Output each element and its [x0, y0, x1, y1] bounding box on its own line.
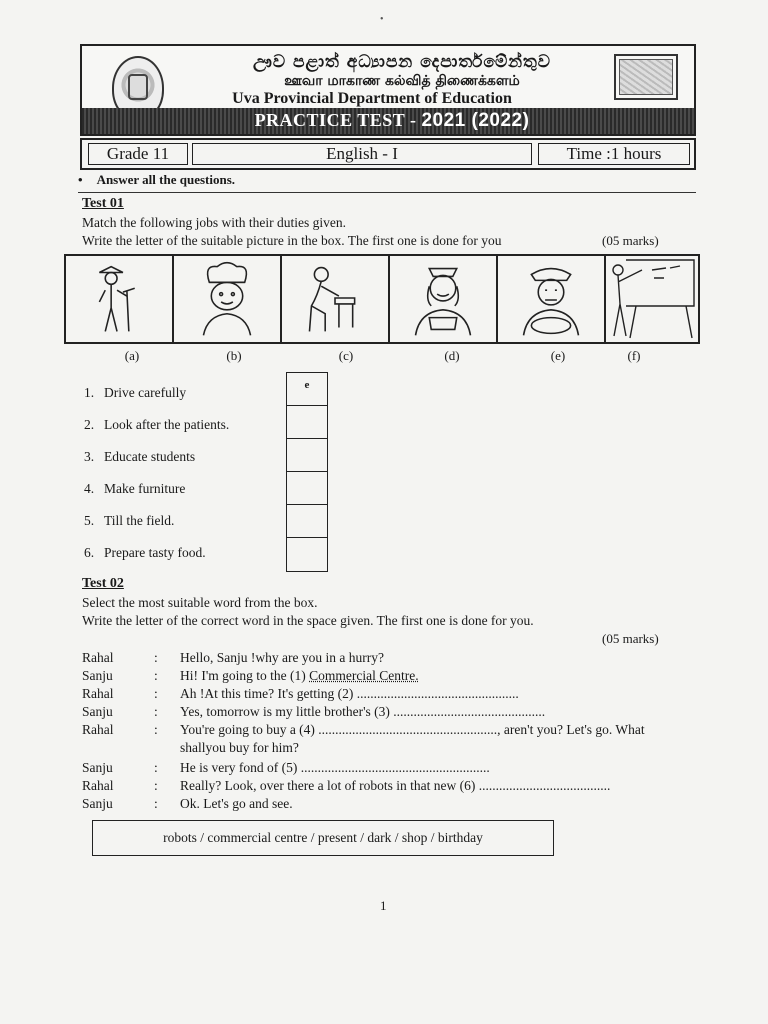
time-cell: Time :1 hours	[538, 143, 690, 165]
test-label: PRACTICE TEST -	[254, 110, 422, 130]
test1-marks: (05 marks)	[602, 233, 659, 248]
job-pictures	[64, 254, 700, 344]
test1-instruction-1: Match the following jobs with their duties given.	[82, 215, 346, 230]
sinhala-title: ඌව පළාත් අධ්‍යාපන දෙපාර්තමේන්තුව	[252, 52, 552, 72]
answer-box-5[interactable]	[287, 505, 327, 538]
test2-instruction-2: Write the letter of the correct word in the space given. The first one is done for you.	[82, 613, 534, 628]
picture-label-b: (b)	[226, 348, 242, 363]
carpenter-picture	[282, 256, 390, 342]
test1-instruction-2: Write the letter of the suitable picture in the box. The first one is done for you	[82, 233, 502, 248]
answer-boxes	[286, 372, 328, 572]
farmer-icon	[66, 256, 172, 342]
chef-icon	[174, 256, 280, 342]
teacher-picture	[606, 256, 698, 342]
nurse-icon	[390, 256, 496, 342]
exam-page: • ඌව පළාත් අධ්‍යාපන දෙපාර්තමේන්තුව ஊவா மாகாண கல்வித் திணைக்களம் Uva Provincial Department of Education PRACTICE TEST - 2021 (2022) Grade 11 English - I Time :1 hours • Answer all the questions. Test 01 Match the following jobs with their duties given. Write the letter of the suitable picture in the box. The first one is done for you (05 marks) (a) (b) (c) (d) (e) (f) 1. Drive carefully 2. Look after the patients. 3. Educate students 4. Make furniture 5. Till the field. 6. Prepare tasty food. e Test 02 Select the most suitable word from the box. Write the letter of the correct word in the space given. The first one is done for you. (05 marks) Rahal : Hello, Sanju !why are you in a hurry? Sanju : Hi! I'm going to the (1) Commercial Centre. Rahal : Ah !At this time? It's getting (2) ................................................ Sanju : Yes, tomorrow is my little brother's (3) ............................................. Rahal : You're going to buy a (4) ....................................................., aren't you? Let's go. What shallyou buy for him? Sanju : He is very fond of (5) ........................................................ Rahal : Really? Look, over there a lot of robots in that new (6) ....................................... Sanju : Ok. Let's go and see. robots / commercial centre / present / dark / shop / birthday 1	[0, 0, 768, 1024]
test2-instruction-1: Select the most suitable word from the box.	[82, 595, 318, 610]
sample-answer: Commercial Centre.	[309, 668, 419, 683]
test2-marks: (05 marks)	[602, 631, 659, 646]
list-item: 6. Prepare tasty food.	[84, 545, 206, 560]
test-year: 2021 (2022)	[421, 110, 530, 131]
farmer-picture	[66, 256, 174, 342]
scan-speck: •	[380, 14, 384, 25]
driver-icon	[498, 256, 604, 342]
answer-box-4[interactable]	[287, 472, 327, 505]
department-name: Uva Provincial Department of Education	[232, 90, 512, 107]
test2-heading: Test 02	[82, 576, 124, 591]
list-item: 3. Educate students	[84, 449, 196, 464]
teacher-icon	[606, 256, 698, 342]
picture-label-d: (d)	[444, 348, 460, 363]
chef-picture	[174, 256, 282, 342]
list-item: 2. Look after the patients.	[84, 417, 230, 432]
picture-label-f: (f)	[627, 348, 641, 363]
list-item: 5. Till the field.	[84, 513, 175, 528]
tamil-title: ஊவா மாகாண கல்வித் திணைக்களம்	[284, 73, 520, 89]
grade-cell: Grade 11	[88, 143, 188, 165]
list-item: 1. Drive carefully	[84, 385, 187, 400]
carpenter-icon	[282, 256, 388, 342]
answer-box-1[interactable]: e	[287, 373, 327, 406]
nurse-picture	[390, 256, 498, 342]
picture-label-a: (a)	[124, 348, 140, 363]
bullet-icon: •	[78, 172, 83, 187]
exam-info-row	[80, 138, 696, 170]
exam-header	[80, 44, 696, 136]
answer-box-2[interactable]	[287, 406, 327, 439]
word-bank: robots / commercial centre / present / dark / shop / birthday	[92, 820, 554, 856]
general-instruction	[78, 172, 235, 188]
picture-label-c: (c)	[338, 348, 354, 363]
test-title	[232, 110, 552, 132]
test1-heading: Test 01	[82, 196, 124, 211]
instruction-text: Answer all the questions.	[96, 172, 236, 187]
picture-label-e: (e)	[550, 348, 566, 363]
stamp-icon	[614, 54, 678, 100]
page-number: 1	[380, 898, 387, 913]
divider	[78, 192, 696, 193]
driver-picture	[498, 256, 606, 342]
answer-box-3[interactable]	[287, 439, 327, 472]
list-item: 4. Make furniture	[84, 481, 186, 496]
subject-cell: English - I	[192, 143, 532, 165]
answer-box-6[interactable]	[287, 538, 327, 571]
